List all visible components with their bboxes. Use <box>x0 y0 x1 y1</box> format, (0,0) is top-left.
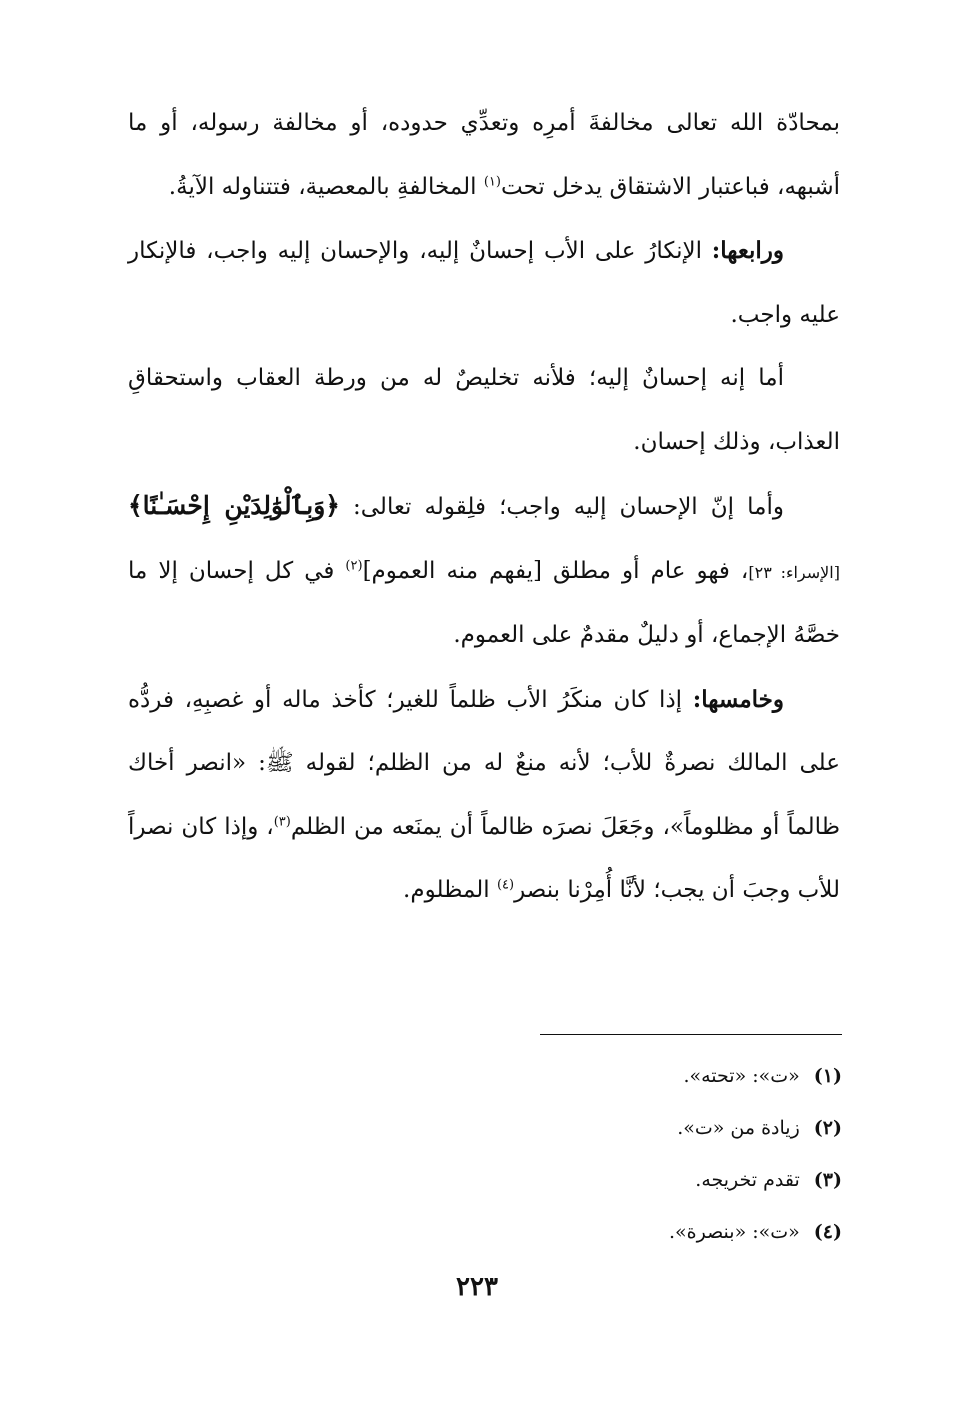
main-text <box>128 92 840 923</box>
footnote-2: (٢)زيادة من «ت». <box>677 1117 842 1139</box>
footnote-1: (١)«ت»: «تحته». <box>683 1065 842 1087</box>
paragraph-heading: وخامسها: <box>692 685 784 713</box>
footnote-ref-4[interactable]: (٤) <box>496 877 515 893</box>
paragraph-4: وأما إنّ الإحسان إليه واجب؛ فلِقوله تعالى: ﴿وَبِٱلْوَٰلِدَيْنِ إِحْسَـٰنًا﴾[الإسراء: ٢٣]، فهو عام أو مطلق [يفهم منه العموم]$^{(٢)}$ في كل إحسان إلا ما خصَّهُ الإجماع، أو دليلٌ مقدمٌ على العموم. <box>128 491 840 648</box>
footnote-3: (٣)تقدم تخريجه. <box>695 1169 842 1191</box>
paragraph-heading: ورابعها: <box>711 237 784 264</box>
footnote-divider <box>540 1034 842 1035</box>
paragraph-2: ورابعها: الإنكارُ على الأب إحسانٌ إليه، والإحسان إليه واجب، فالإنكار عليه واجب. <box>128 237 840 328</box>
page-number: ٢٢٣ <box>456 1272 498 1302</box>
quran-verse: ﴿وَبِٱلْوَٰلِدَيْنِ إِحْسَـٰنًا﴾ <box>128 491 340 520</box>
paragraph-3: أما إنه إحسانٌ إليه؛ فلأنه تخليصٌ له من ورطة العقاب واستحقاقِ العذاب، وذلك إحسان. <box>128 365 840 455</box>
paragraph-5: وخامسها: إذا كان منكَرُ الأب ظلماً للغير؛ كأخذ ماله أو غصبِهِ، فردُّه على المالك نصرةٌ للأب؛ لأنه منعٌ له من الظلم؛ لقوله ﷺ: «انصر أخاك ظالماً أو مظلوماً»، وجَعَلَ نصرَه ظالماً أن يمنَعه من الظلم$^{(٣)}$، وإذا كان نصراً للأب وجبَ أن يجب؛ لأنَّا أُمِرْنا بنصر$^{(٤)}$ المظلوم. <box>128 685 840 903</box>
footnote-ref-3[interactable]: (٣) <box>273 813 291 829</box>
verse-citation: [الإسراء: ٢٣] <box>748 562 840 582</box>
footnote-ref-1[interactable]: (١) <box>483 173 501 189</box>
paragraph-1: بمحادّة الله تعالى مخالفةَ أمرِه وتعدِّي حدوده، أو مخالفة رسوله، أو ما أشبهه، فباعتبار الاشتقاق يدخل تحت$^{(١)}$ المخالفةِ بالمعصية، فتتناوله الآيةُ. <box>128 110 840 200</box>
footnote-4: (٤)«ت»: «بنصرة». <box>668 1221 842 1243</box>
footnote-ref-2[interactable]: (٢) <box>345 557 363 573</box>
footnotes <box>422 1050 842 1258</box>
